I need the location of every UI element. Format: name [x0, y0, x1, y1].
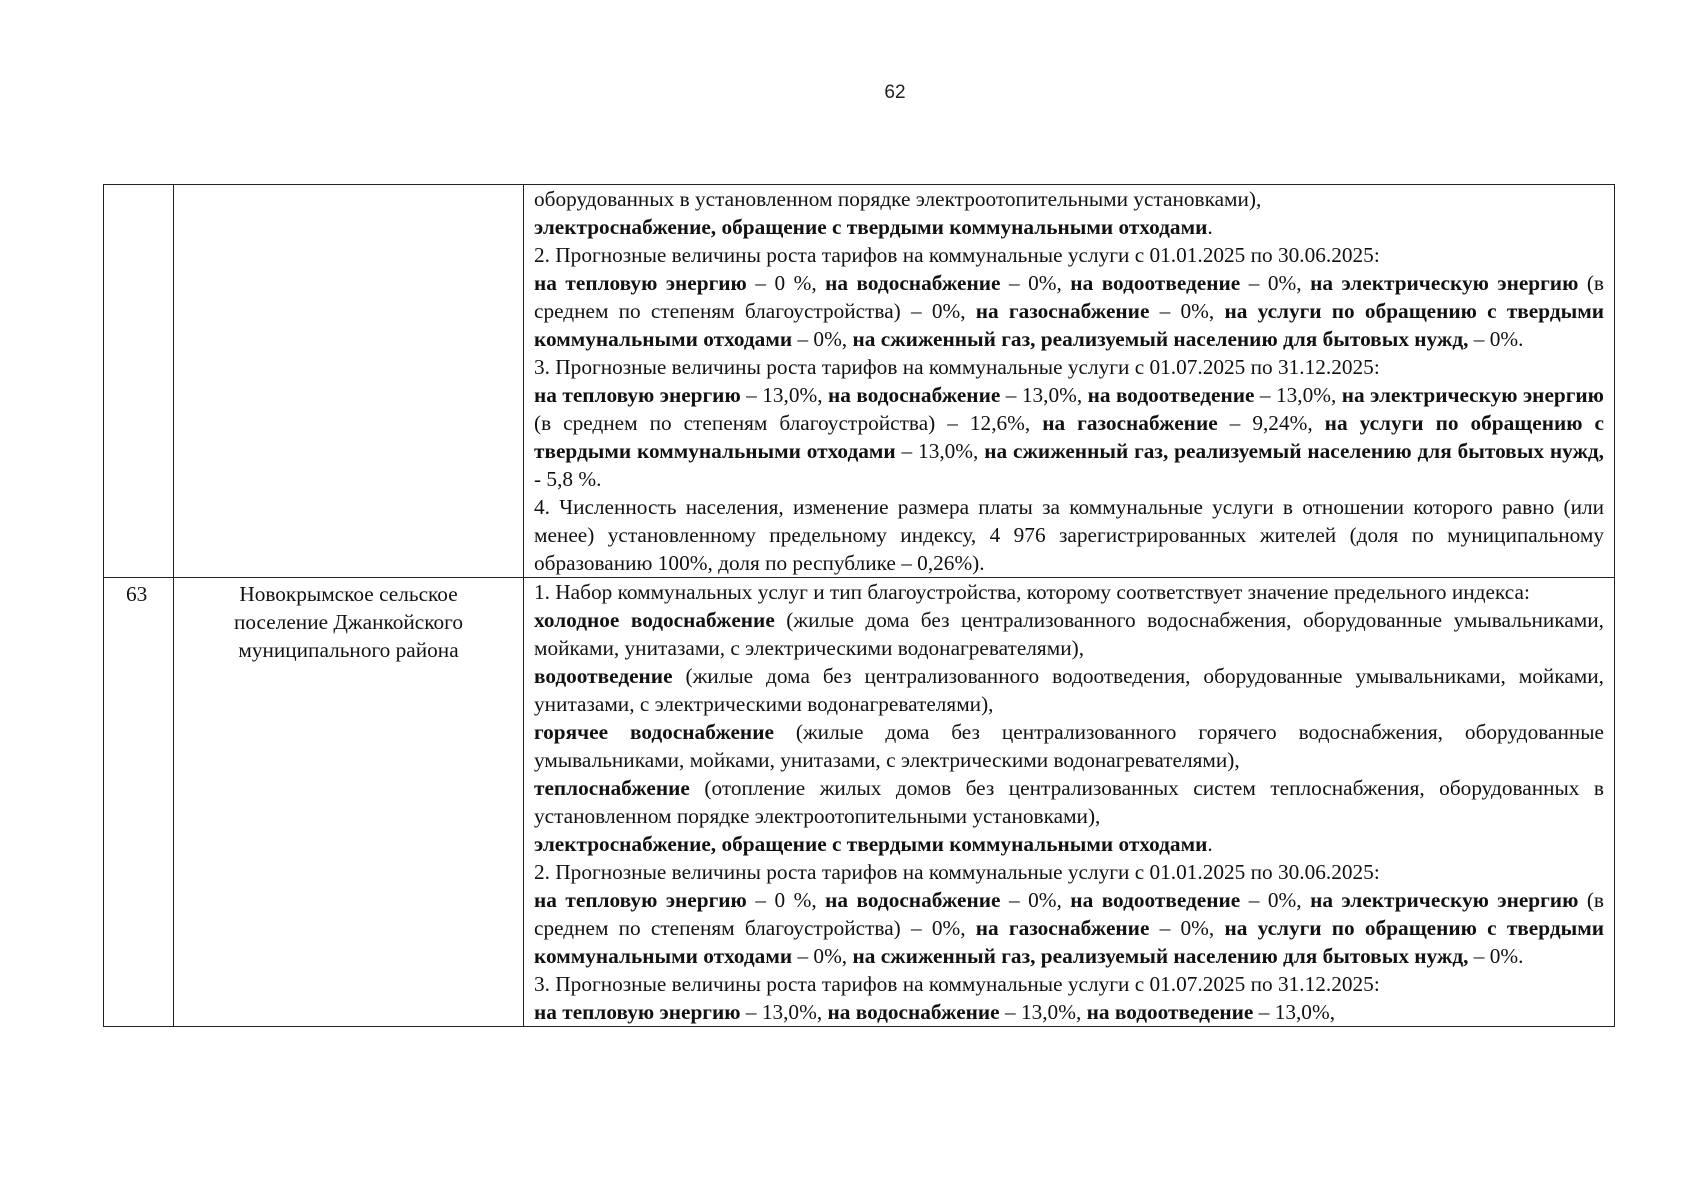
text-run: – 9,24%,	[1217, 411, 1325, 435]
text-run: 2. Прогнозные величины роста тарифов на коммунальные услуги с 01.01.2025 по 30.06.2025:	[534, 860, 1380, 884]
text-paragraph	[534, 241, 1604, 269]
bold-text-run: на газоснабжение	[975, 299, 1150, 323]
text-run: – 13,0%,	[1000, 383, 1088, 407]
text-run: .	[1207, 215, 1213, 239]
bold-text-run: на электрическую энергию	[1310, 271, 1579, 295]
bold-text-run: на газоснабжение	[975, 916, 1150, 940]
text-paragraph	[534, 830, 1604, 858]
bold-text-run: на тепловую энергию	[534, 888, 747, 912]
text-paragraph	[534, 381, 1604, 493]
text-run: - 5,8 %.	[534, 467, 602, 491]
text-run: – 0%,	[792, 327, 853, 351]
text-run: (жилые дома без централизованного горячего водоснабжения, оборудованные умывальниками, мойками, унитазами, с электрическими водонагревателями),	[534, 720, 1605, 772]
table-body	[104, 185, 1615, 1027]
tariff-text-cell	[524, 578, 1615, 1027]
bold-text-run: на тепловую энергию	[534, 271, 747, 295]
bold-text-run: на водоснабжение	[828, 383, 1001, 407]
text-run: 4. Численность населения, изменение размера платы за коммунальные услуги в отношении которого равно (или менее) установленному предельному индексу, 4 976 зарегистрированных жителей (доля по муниципальному образованию 100%, доля по республике – 0,26%).	[534, 495, 1604, 575]
bold-text-run: на сжиженный газ, реализуемый населению для бытовых нужд,	[984, 439, 1605, 463]
text-paragraph	[534, 185, 1604, 213]
text-run: – 0 %,	[746, 888, 826, 912]
text-paragraph	[534, 718, 1604, 774]
bold-text-run: на водоотведение	[1087, 383, 1255, 407]
text-paragraph	[534, 774, 1604, 830]
text-run: .	[1207, 832, 1213, 856]
text-run: (в среднем по степеням благоустройства) – 12,6%,	[534, 411, 1043, 435]
table-row	[104, 185, 1615, 578]
text-run: – 13,0%,	[1253, 1000, 1336, 1024]
bold-text-run: на тепловую энергию	[534, 1000, 741, 1024]
text-paragraph	[534, 353, 1604, 381]
bold-text-run: холодное водоснабжение	[534, 608, 775, 632]
text-run: – 0%,	[1149, 916, 1225, 940]
text-run: оборудованных в установленном порядке электроотопительными установками),	[534, 187, 1262, 211]
bold-text-run: электроснабжение, обращение с твердыми коммунальными отходами	[534, 832, 1208, 856]
text-run: – 0%,	[1240, 888, 1311, 912]
bold-text-run: на услуги по обращению с твердыми коммунальными отходами	[534, 916, 1605, 968]
bold-text-run: на сжиженный газ, реализуемый населению для бытовых нужд,	[852, 327, 1469, 351]
bold-text-run: на водоснабжение	[827, 1000, 1000, 1024]
text-run: (жилые дома без централизованного водоотведения, оборудованные умывальниками, мойками, унитазами, с электрическими водонагревателями),	[534, 664, 1604, 716]
row-number-cell: 63	[104, 578, 174, 1027]
text-run: – 0%.	[1468, 944, 1524, 968]
text-run: – 0%,	[1000, 888, 1071, 912]
text-run: (в среднем по степеням благоустройства) – 0%,	[534, 888, 1604, 940]
text-paragraph	[534, 493, 1604, 577]
bold-text-run: на тепловую энергию	[534, 383, 741, 407]
text-run: (жилые дома без централизованного водоснабжения, оборудованные умывальниками, мойками, унитазами, с электрическими водонагревателями),	[534, 608, 1604, 660]
bold-text-run: электроснабжение, обращение с твердыми коммунальными отходами	[534, 215, 1208, 239]
text-paragraph	[534, 213, 1604, 241]
text-run: – 13,0%,	[895, 439, 985, 463]
text-run: – 13,0%,	[1254, 383, 1342, 407]
bold-text-run: на электрическую энергию	[1310, 888, 1579, 912]
text-paragraph	[534, 269, 1604, 353]
text-run: 3. Прогнозные величины роста тарифов на коммунальные услуги с 01.07.2025 по 31.12.2025:	[534, 972, 1380, 996]
table-row	[104, 578, 1615, 1027]
text-run: (в среднем по степеням благоустройства) – 0%,	[534, 271, 1604, 323]
text-run: 2. Прогнозные величины роста тарифов на коммунальные услуги с 01.01.2025 по 30.06.2025:	[534, 243, 1380, 267]
text-run: 1. Набор коммунальных услуг и тип благоустройства, которому соответствует значение предельного индекса:	[534, 580, 1530, 604]
text-paragraph	[534, 606, 1604, 662]
text-run: – 13,0%,	[740, 383, 829, 407]
bold-text-run: на водоотведение	[1070, 888, 1241, 912]
bold-text-run: на услуги по обращению с твердыми коммунальными отходами	[534, 411, 1604, 463]
municipality-name-cell: Новокрымское сельское поселение Джанкойского муниципального района	[174, 578, 524, 1027]
text-run: – 0 %,	[746, 271, 826, 295]
bold-text-run: горячее водоснабжение	[534, 720, 774, 744]
row-number-cell	[104, 185, 174, 578]
bold-text-run: на сжиженный газ, реализуемый населению для бытовых нужд,	[852, 944, 1469, 968]
bold-text-run: теплоснабжение	[534, 776, 690, 800]
bold-text-run: на водоснабжение	[825, 888, 1001, 912]
text-paragraph	[534, 662, 1604, 718]
bold-text-run: на водоотведение	[1086, 1000, 1254, 1024]
bold-text-run: на газоснабжение	[1042, 411, 1218, 435]
bold-text-run: на водоотведение	[1070, 271, 1241, 295]
text-run: – 0%,	[1000, 271, 1071, 295]
text-paragraph	[534, 886, 1604, 970]
text-run: – 0%.	[1468, 327, 1524, 351]
tariff-text-cell	[524, 185, 1615, 578]
text-paragraph	[534, 998, 1604, 1026]
text-run: 3. Прогнозные величины роста тарифов на коммунальные услуги с 01.07.2025 по 31.12.2025:	[534, 355, 1380, 379]
bold-text-run: водоотведение	[534, 664, 673, 688]
text-run: – 13,0%,	[999, 1000, 1087, 1024]
bold-text-run: на водоснабжение	[825, 271, 1001, 295]
text-paragraph	[534, 578, 1604, 606]
text-paragraph	[534, 858, 1604, 886]
text-run: – 0%,	[1149, 299, 1225, 323]
text-run: – 13,0%,	[740, 1000, 828, 1024]
municipality-name-cell	[174, 185, 524, 578]
bold-text-run: на услуги по обращению с твердыми коммунальными отходами	[534, 299, 1605, 351]
text-paragraph	[534, 970, 1604, 998]
text-run: – 0%,	[1240, 271, 1311, 295]
text-run: (отопление жилых домов без централизованных систем теплоснабжения, оборудованных в установленном порядке электроотопительными установками),	[534, 776, 1604, 828]
page-number: 62	[884, 82, 906, 103]
text-run: – 0%,	[792, 944, 853, 968]
tariff-table	[103, 184, 1615, 1027]
bold-text-run: на электрическую энергию	[1341, 383, 1604, 407]
